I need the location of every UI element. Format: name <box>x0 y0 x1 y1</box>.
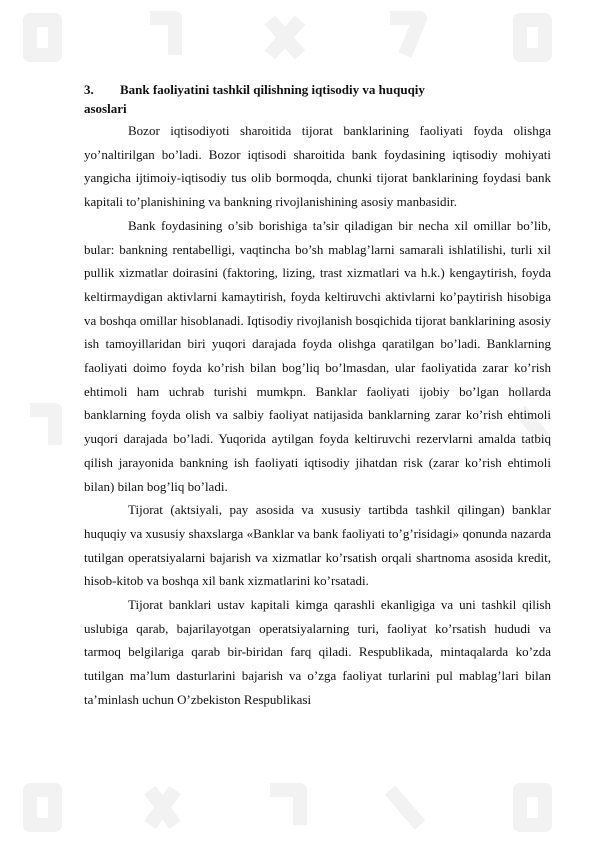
paragraph-1: Bozor iqtisodiyoti sharoitida tijorat banklarining faoliyati foyda olishga yo’naltirilgan bo’ladi. Bozor iqtisodi sharoitida bank foydasining iqtisodiy mohiyati yangicha ijtimoiy-iqtisodiy tus olib bormoqda, chunki tijorat banklarining foydasi bank kapitali to’planishining va bankning rivojlanishining asosiy manbasidir. <box>84 123 551 210</box>
paragraph-4: Tijorat banklari ustav kapitali kimga qarashli ekanligiga va uni tashkil qilish uslubiga qarab, bajarilayotgan operatsiyalarning turi, faoliyat ko’rsatish hududi va tarmoq belgilariga qarab bir-biridan farq qiladi. Respublikada, mintaqalarda ko’zda tutilgan ma’lum dasturlarini bajarish va o’zga faoliyat turlarini pul mablag’lari bilan ta’minlash uchun O’zbekiston Respublikasi <box>84 597 551 707</box>
section-title-line1: Bank faoliyatini tashkil qilishning iqtisodiy va huquqiy <box>120 82 425 97</box>
section-number: 3. <box>84 82 94 97</box>
paragraph-2: Bank foydasining o’sib borishiga ta’sir qiladigan bir necha xil omillar bo’lib, bular: bankning rentabelligi, vaqtincha bo’sh mablag’larni samarali ishlatilishi, turli xil pullik xizmatlar doirasini (faktoring, lizing, trast xizmatlari va h.k.) kengaytirish, foyda keltirmaydigan aktivlarni kamaytirish, foyda keltiruvchi aktivlarni ko’paytirish hisobiga va boshqa omillar hisoblanadi. Iqtisodiy rivojlanish bosqichida tijorat banklarining asosiy ish tamoyillaridan biri yuqori darajada foyda olishga qaratilgan bo’ladi. Banklarning faoliyati doimo foyda ko’rish bilan bog’liq bo’lmasdan, ular faoliyatida zarar ko’rish ehtimoli ham uchrab turishi mumkpn. Banklar faoliyati ijobiy bo’lgan hollarda banklarning foyda olish va salbiy faoliyat natijasida banklarning zarar ko’rish ehtimoli yuqori darajada bo’ladi. Yuqorida aytilgan foyda keltiruvchi rezervlarni amalda tatbiq qilish jarayonida bankning ish faoliyati iqtisodiy jihatdan risk (zarar ko’rish ehtimoli bilan) bilan bog’liq bo’ladi. <box>84 217 551 494</box>
document-page <box>84 80 551 712</box>
paragraph-3: Tijorat (aktsiyali, pay asosida va xususiy tartibda tashkil qilingan) banklar huquqiy va xususiy shaxslarga «Banklar va bank faoliyati to’g’risidagi» qonunda nazarda tutilgan operatsiyalarni bajarish va xizmatlar ko’rsatish orqali shartnoma asosida kredit, hisob-kitob va boshqa xil bank xizmatlarini ko’rsatadi. <box>84 502 551 589</box>
section-title-line2: asoslari <box>84 101 127 116</box>
section-heading <box>84 80 551 99</box>
